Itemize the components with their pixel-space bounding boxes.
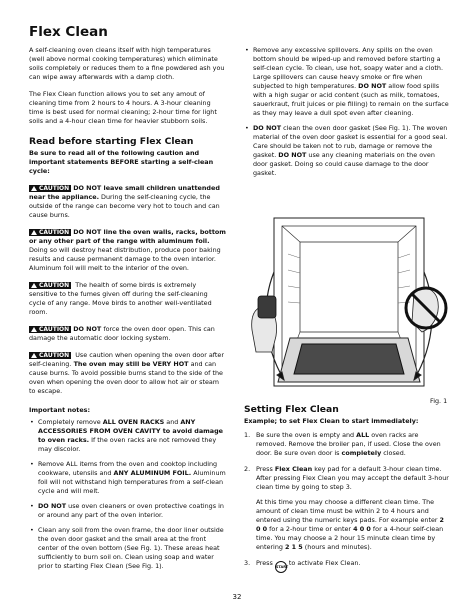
warning-triangle-icon: [31, 353, 37, 358]
list-item: • DO NOT clean the oven door gasket (See Fig. 1). The woven material of the oven door gasket is essential for a good seal. Care should be taken not to rub, damage or remove the gasket. DO NOT use any cleaning materials on the oven door gasket. Doing so could cause damage to the door gasket.: [244, 124, 450, 178]
step-3: 3. Press START to activate Flex Clean.: [244, 559, 450, 573]
list-item: • Remove any excessive spillovers. Any spills on the oven bottom should be wiped-up and removed before starting a self-clean cycle. To clean, use hot, soapy water and a cloth. Large spillovers can cause heavy smoke or fire when subjected to high temperatures. DO NOT allow food spills with a high sugar or acid content (such as milk, tomatoes, sauerkraut, fruit juices or pie filling) to remain on the surface as they may leave a dull spot even after cleaning.: [244, 46, 450, 118]
oven-cleaning-figure: [244, 212, 450, 392]
caution-badge: CAUTION: [29, 282, 71, 289]
setting-flex-clean-section: [244, 405, 450, 580]
setting-flex-clean-heading: Setting Flex Clean: [244, 404, 339, 415]
caution-badge: CAUTION: [29, 326, 71, 333]
right-column: [244, 46, 450, 184]
list-item: • Completely remove ALL OVEN RACKS and ANY ACCESSORIES FROM OVEN CAVITY to avoid damage to oven racks. If the oven racks are not removed they may discolor.: [29, 418, 226, 454]
read-before-heading: Read before starting Flex Clean: [29, 136, 194, 147]
step-2: 2. Press Flex Clean key pad for a default 3-hour clean time. After pressing Flex Clean you may accept the default 3-hour clean time by going to step 3. At this time you may choose a different clean time. The amount of clean time must be within 2 to 4 hours and entered using the numeric keys pads. For example enter 2 0 0 for a 2-hour time or enter 4 0 0 for a 4-hour self-clean time. You may choose a 2 hour 15 minute clean time by entering 2 1 5 (hours and minutes).: [244, 465, 449, 551]
example-label: Example; to set Flex Clean to start immediately:: [244, 417, 419, 425]
caution-4: CAUTION DO NOT force the oven door open. This can damage the automatic door locking system.: [29, 325, 215, 342]
caution-badge: CAUTION: [29, 229, 71, 236]
warning-triangle-icon: [31, 327, 37, 332]
left-column: [29, 46, 226, 577]
caution-badge: CAUTION: [29, 185, 71, 192]
important-notes-list: [29, 418, 226, 571]
warning-triangle-icon: [31, 230, 37, 235]
warning-triangle-icon: [31, 283, 37, 288]
caution-3: CAUTION The health of some birds is extremely sensitive to the fumes given off during the self-cleaning cycle of any range. Move birds to another well-ventilated room.: [29, 281, 212, 316]
hand-with-sponge-icon: [252, 296, 277, 352]
list-item: • Remove ALL items from the oven and cooktop including cookware, utensils and ANY ALUMINUM FOIL. Aluminum foil will not withstand high temperatures from a self-clean cycle and will melt.: [29, 460, 226, 496]
prohibited-hand-icon: [406, 288, 446, 332]
steps-list: [244, 431, 450, 573]
start-key-icon: START: [275, 561, 287, 573]
page-number: 32: [232, 593, 242, 601]
step-1: 1. Be sure the oven is empty and ALL oven racks are removed. Remove the broiler pan, if used. Close the oven door. Be sure oven door is completely closed.: [244, 431, 441, 457]
caution-5: CAUTION Use caution when opening the oven door after self-cleaning. The oven may still be VERY HOT and can cause burns. To avoid possible burns stand to the side of the oven when opening the oven door to allow hot air or steam to escape.: [29, 351, 224, 395]
list-item: • Clean any soil from the oven frame, the door liner outside the oven door gasket and the small area at the front center of the oven bottom (See Fig. 1). These areas heat sufficiently to burn soil on. Clean using soap and water prior to starting Flex Clean (See Fig. 1).: [29, 526, 226, 571]
caution-badge: CAUTION: [29, 352, 71, 359]
caution-2: CAUTION DO NOT line the oven walls, racks, bottom or any other part of the range with aluminum foil. Doing so will destroy heat distribution, produce poor baking results and cause permanent damage to the oven interior. Aluminum foil will melt to the interior of the oven.: [29, 228, 226, 272]
list-item: • DO NOT use oven cleaners or oven protective coatings in or around any part of the oven interior.: [29, 502, 226, 520]
intro-paragraph-1: A self-cleaning oven cleans itself with high temperatures (well above normal cooking temperatures) which eliminate soils completely or reduces them to a fine powdered ash you can wipe away afterwards with a damp cloth.: [29, 46, 225, 81]
intro-paragraph-2: The Flex Clean function allows you to set any amout of cleaning time from 2 hours to 4 hours. A 3-hour cleaning time is best used for normal cleaning; 2-hour time for light soils and a 4-hour clean time for heavier stubborn soils.: [29, 90, 217, 125]
caution-1: CAUTION DO NOT leave small children unattended near the appliance. During the self-cleaning cycle, the outside of the range can become very hot to touch and can cause burns.: [29, 184, 220, 219]
step-2-detail: At this time you may choose a different clean time. The amount of clean time must be within 2 to 4 hours and entered using the numeric keys pads. For example enter 2 0 0 for a 2-hour time or enter 4 0 0 for a 4-hour self-clean time. You may choose a 2 hour 15 minute clean time by entering 2 1 5 (hours and minutes).: [256, 498, 444, 551]
spillover-notes-list: [244, 46, 450, 178]
figure-label: Fig. 1: [430, 397, 448, 405]
page-title: Flex Clean: [29, 24, 108, 40]
caution-lead: Be sure to read all of the following caution and important statements BEFORE starting a self-clean cycle:: [29, 149, 214, 175]
warning-triangle-icon: [31, 186, 37, 191]
important-notes-heading: Important notes:: [29, 406, 91, 414]
